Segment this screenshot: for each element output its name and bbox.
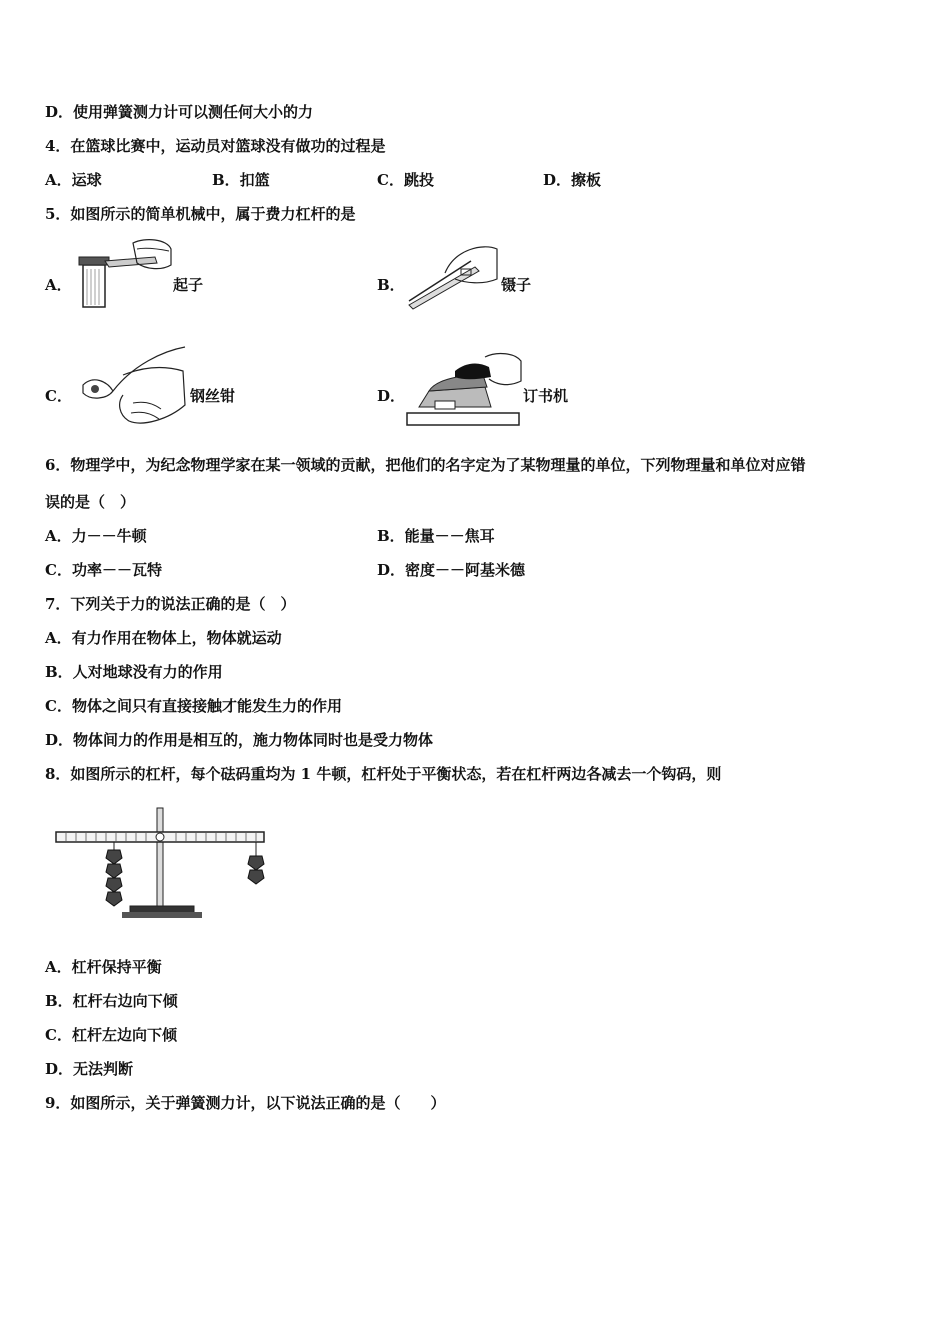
q3-option-d: D．使用弹簧测力计可以测任何大小的力 — [45, 103, 314, 121]
lever-balance-icon — [52, 806, 272, 926]
q5-option-b-letter: B． — [377, 276, 405, 294]
q8-stem: 8．如图所示的杠杆，每个砝码重均为 1 牛顿，杠杆处于平衡状态，若在杠杆两边各减去一个钩码，则 — [45, 765, 722, 783]
q6-option-b: B．能量－－焦耳 — [377, 527, 495, 545]
q5-option-a-caption: 起子 — [173, 276, 204, 294]
stapler-icon — [405, 347, 523, 429]
q4-option-b: B．扣篮 — [212, 171, 270, 189]
q5-option-d-caption: 订书机 — [523, 387, 569, 405]
q5-option-a — [45, 235, 245, 315]
q6-option-a: A．力－－牛顿 — [45, 527, 147, 545]
q7-option-b: B．人对地球没有力的作用 — [45, 663, 223, 681]
q8-option-c: C．杠杆左边向下倾 — [45, 1026, 177, 1044]
q7-option-c: C．物体之间只有直接接触才能发生力的作用 — [45, 697, 342, 715]
q6-option-c: C．功率－－瓦特 — [45, 561, 162, 579]
bottle-opener-icon — [75, 235, 175, 311]
q4-option-d: D．擦板 — [543, 171, 602, 189]
q5-option-b-caption: 镊子 — [501, 276, 532, 294]
q5-stem: 5．如图所示的简单机械中，属于费力杠杆的是 — [45, 205, 356, 223]
q6-option-d: D．密度－－阿基米德 — [377, 561, 526, 579]
q6-stem-line2: 误的是（ ） — [45, 493, 136, 511]
q7-option-d: D．物体间力的作用是相互的，施力物体同时也是受力物体 — [45, 731, 434, 749]
q4-option-a: A．运球 — [45, 171, 102, 189]
q8-option-b: B．杠杆右边向下倾 — [45, 992, 178, 1010]
q7-option-a: A．有力作用在物体上，物体就运动 — [45, 629, 282, 647]
q5-option-c-caption: 钢丝钳 — [190, 387, 236, 405]
q5-option-d-letter: D． — [377, 387, 406, 405]
q5-option-b — [377, 235, 577, 315]
q4-stem: 4．在篮球比赛中，运动员对篮球没有做功的过程是 — [45, 137, 386, 155]
q5-option-a-letter: A． — [45, 276, 72, 294]
q9-stem: 9．如图所示，关于弹簧测力计，以下说法正确的是（ ） — [45, 1094, 446, 1112]
q8-option-d: D．无法判断 — [45, 1060, 134, 1078]
q5-option-c-letter: C． — [45, 387, 72, 405]
q5-option-c — [45, 345, 255, 435]
q8-option-a: A．杠杆保持平衡 — [45, 958, 162, 976]
tweezers-icon — [405, 239, 501, 311]
q7-stem: 7．下列关于力的说法正确的是（ ） — [45, 595, 296, 613]
q6-stem-line1: 6．物理学中，为纪念物理学家在某一领域的贡献，把他们的名字定为了某物理量的单位，下列物理量和单位对应错 — [45, 456, 806, 474]
q5-option-d — [377, 345, 597, 435]
q4-option-c: C．跳投 — [377, 171, 434, 189]
pliers-icon — [73, 345, 193, 431]
